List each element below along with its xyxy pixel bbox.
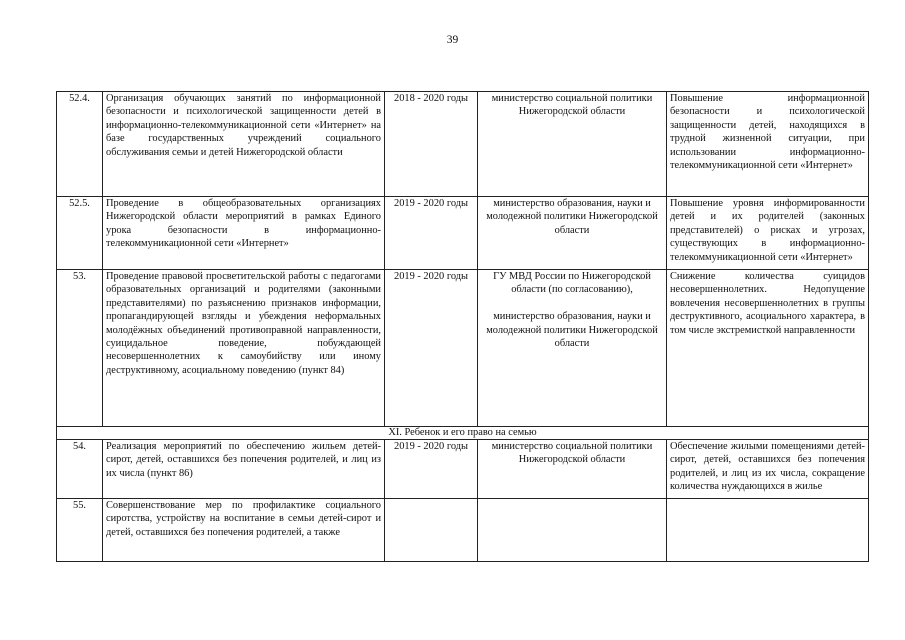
- page-number: 39: [446, 34, 459, 46]
- section-title: XI. Ребенок и его право на семью: [57, 427, 869, 440]
- row-number: 52.5.: [57, 197, 103, 270]
- period-cell: 2019 - 2020 годы: [385, 197, 478, 270]
- period-cell: 2019 - 2020 годы: [385, 270, 478, 427]
- executor-cell: ГУ МВД России по Нижегородской области (по согласованию), министерство образования, науки и молодежной политики Нижегородской области: [478, 270, 667, 427]
- table-row: [57, 197, 869, 270]
- row-number: 53.: [57, 270, 103, 427]
- row-number: 54.: [57, 440, 103, 499]
- table-row: [57, 270, 869, 427]
- result-cell: Снижение количества суицидов несовершеннолетних. Недопущение вовлечения несовершеннолетних в группы деструктивного, асоциального характера, в том числе экстремисткой направленности: [667, 270, 869, 427]
- table-row: [57, 92, 869, 197]
- row-number: 55.: [57, 499, 103, 562]
- activity-cell: Реализация мероприятий по обеспечению жильем детей-сирот, детей, оставшихся без попечения родителей, и лиц из их числа (пункт 86): [103, 440, 385, 499]
- executor-cell: министерство социальной политики Нижегородской области: [478, 440, 667, 499]
- result-cell: [667, 499, 869, 562]
- result-cell: Повышение уровня информированности детей и их родителей (законных представителей) о рисках и угрозах, существующих в информационно-телекоммуникационной сети «Интернет»: [667, 197, 869, 270]
- executor-cell: министерство социальной политики Нижегородской области: [478, 92, 667, 197]
- activity-cell: Совершенствование мер по профилактике социального сиротства, устройству на воспитание в семьи детей-сирот и детей, оставшихся без попечения родителей, а также: [103, 499, 385, 562]
- activity-cell: Организация обучающих занятий по информационной безопасности и психологической защищенности детей в информационно-телекоммуникационной сети «Интернет» на базе государственных учреждений социального обслуживания семьи и детей Нижегородской области: [103, 92, 385, 197]
- period-cell: 2019 - 2020 годы: [385, 440, 478, 499]
- section-row: [57, 427, 869, 440]
- activity-cell: Проведение в общеобразовательных организациях Нижегородской области мероприятий в рамках Единого урока безопасности в информационно-телекоммуникационной сети «Интернет»: [103, 197, 385, 270]
- executor-cell: [478, 499, 667, 562]
- executor-cell: министерство образования, науки и молодежной политики Нижегородской области: [478, 197, 667, 270]
- table-row: [57, 440, 869, 499]
- measures-table: [56, 91, 869, 562]
- period-cell: 2018 - 2020 годы: [385, 92, 478, 197]
- activity-cell: Проведение правовой просветительской работы с педагогами образовательных организаций и родителями (законными представителями) по разъяснению признаков информации, пропагандирующей взгляды и убеждения неформальных молодёжных объединений противоправной направленности, суицидальное поведение, побуждающей несовершеннолетних к самоубийству или иному деструктивному, асоциальному поведению (пункт 84): [103, 270, 385, 427]
- table-row: [57, 499, 869, 562]
- result-cell: Повышение информационной безопасности и психологической защищенности детей, находящихся в трудной жизненной ситуации, при использовании информационно-телекоммуникационной сети «Интернет»: [667, 92, 869, 197]
- period-cell: [385, 499, 478, 562]
- row-number: 52.4.: [57, 92, 103, 197]
- result-cell: Обеспечение жилыми помещениями детей-сирот, детей, оставшихся без попечения родителей, и лиц из их числа, сокращение количества нуждающихся в жилье: [667, 440, 869, 499]
